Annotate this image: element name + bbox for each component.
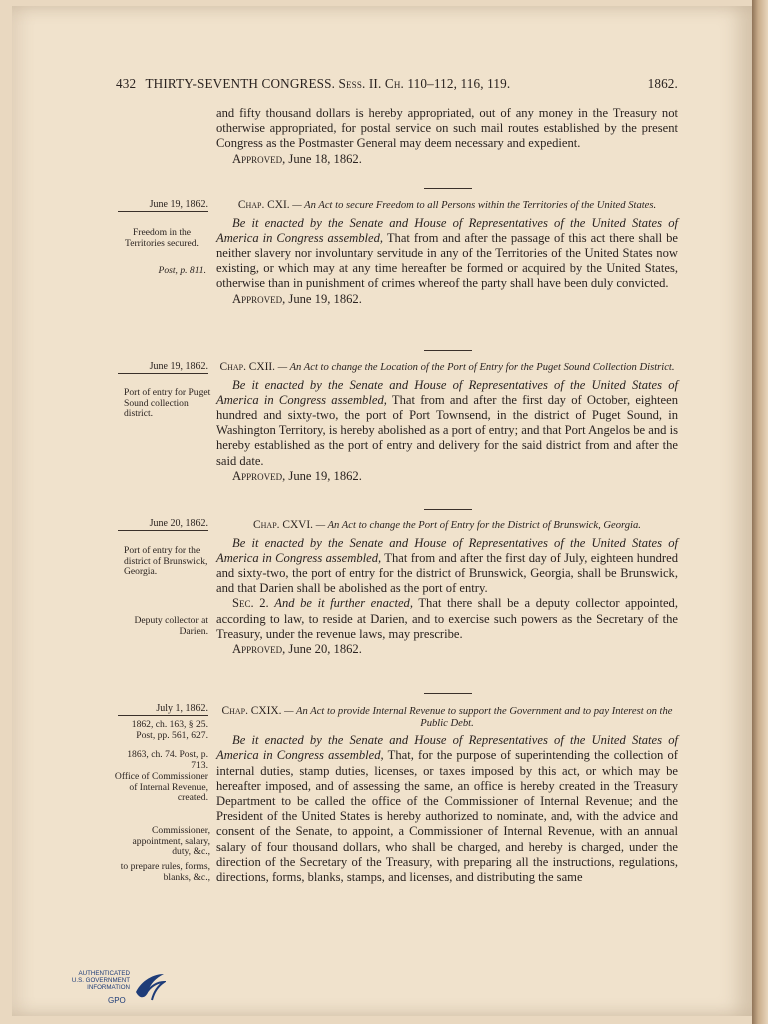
chapter-number: Chap. CXIX. [221, 705, 282, 717]
chapter-number: Chap. CXI. [237, 199, 290, 211]
act-approved [216, 292, 678, 307]
header-year: 1862. [647, 76, 678, 91]
chapter-number: Chap. CXVI. [253, 519, 314, 531]
act-title-text: — An Act to provide Internal Revenue to support the Government and to pay Interest on the Public Debt. [284, 706, 673, 729]
act-body [216, 536, 678, 597]
approved-date: June 20, 1862. [288, 642, 362, 657]
act-text: That from and after the first day of July, eighteen hundred and sixty-two, the port of entry for the district of Brunswick, Georgia, shall be Brunswick, and that Darien shall be abolished as the port of entry. [216, 550, 679, 596]
margin-date: June 19, 1862. [118, 199, 208, 212]
enacting-clause: Be it enacted by the Senate and House of Representatives of the United States of America in Congress assembled, [216, 377, 678, 407]
intro-text: and fifty thousand dollars is hereby appropriated, out of any money in the Treasury not otherwise appropriated, for postal service on such mail routes established by the present Congress as the Postmaster General may deem necessary and expedient. [216, 106, 678, 151]
book-page-edge [752, 0, 768, 1024]
page-number: 432 [116, 76, 137, 91]
act-approved [216, 642, 678, 657]
section-label: Sec. 2. [232, 596, 269, 611]
intro-paragraph-block [216, 106, 678, 167]
intro-approved [216, 152, 678, 167]
gpo-line: AUTHENTICATED [78, 970, 130, 977]
running-title: THIRTY-SEVENTH CONGRESS. [145, 76, 336, 91]
chapter-cxix [216, 706, 678, 885]
act-body [216, 216, 678, 292]
session-label: Sess. II. [338, 76, 382, 91]
margin-reference: Post, p. 811. [158, 265, 206, 276]
act-body [216, 733, 678, 885]
margin-note: Deputy collector at Darien. [134, 615, 208, 637]
margin-reference: 1862, ch. 163, § 25. Post, pp. 561, 627. [131, 719, 208, 741]
section-divider [424, 509, 472, 510]
act-body [216, 378, 678, 469]
act-title [216, 706, 678, 729]
margin-note: Commissioner, appointment, salary, duty, &c., [132, 825, 210, 857]
approved-label: Approved, [232, 468, 286, 483]
act-text: That from and after the passage of this act there shall be neither slavery nor involuntary servitude in any of the Territories of the United States now existing, or which may at any time hereafter be formed or acquired by the United States, otherwise than in punishment of crimes whereof the party shall have been duly convicted. [216, 230, 679, 291]
enacting-clause: Be it enacted by the Senate and House of Representatives of the United States of America in Congress assembled, [216, 215, 678, 245]
act-title [216, 520, 678, 532]
margin-note: Port of entry for Puget Sound collection district. [124, 387, 211, 419]
chapter-cxii [216, 362, 678, 484]
act-text: That from and after the first day of October, eighteen hundred and sixty-two, the port of Port Townsend, in the district of Puget Sound, in Washington Territory, is hereby abolished as a port of entry; and that Port Angelos be and is hereby established as the port of entry and delivery for the said district from and after the said date. [216, 392, 679, 468]
approved-date: June 18, 1862. [288, 151, 362, 166]
gpo-line: INFORMATION [87, 984, 130, 991]
margin-date: June 19, 1862. [118, 361, 208, 374]
enacting-clause: Be it enacted by the Senate and House of Representatives of the United States of America in Congress assembled, [216, 733, 678, 763]
enacting-clause: Be it enacted by the Senate and House of Representatives of the United States of America in Congress assembled, [216, 535, 678, 565]
section-two [216, 596, 678, 642]
section-enacting-clause: And be it further enacted, [274, 596, 413, 611]
margin-note: Port of entry for the district of Brunswick, Georgia. [124, 545, 208, 577]
act-title [216, 200, 678, 212]
margin-date: June 20, 1862. [118, 518, 208, 531]
act-title-text: — An Act to change the Port of Entry for the District of Brunswick, Georgia. [315, 520, 641, 531]
gpo-authentication-seal [58, 970, 168, 1014]
approved-date: June 19, 1862. [288, 291, 362, 306]
section-divider [424, 188, 472, 189]
margin-date: July 1, 1862. [118, 703, 208, 716]
margin-reference: 1863, ch. 74. Post, p. 713. [127, 749, 208, 771]
eagle-icon [132, 970, 166, 1004]
act-text: That, for the purpose of superintending the collection of internal duties, stamp duties, licenses, or taxes imposed by this act, or which may be hereafter imposed, and of assessing the same, an office is hereby created in the Treasury Department to be called the office of the Commissioner of Internal Revenue; and the President of the United States is hereby authorized to nominate, and, with the advice and consent of the Senate, to appoint, a Commissioner of Internal Revenue, with an annual salary of four thousand dollars, who shall be charged, and hereby is charged, under the direction of the Secretary of the Treasury, with preparing all the instructions, regulations, directions, forms, blanks, stamps, and licenses, and distributing the same [216, 748, 679, 885]
gpo-caption [58, 970, 130, 991]
margin-note: Office of Commissioner of Internal Revenue, created. [114, 771, 208, 803]
act-title-text: — An Act to change the Location of the Port of Entry for the Puget Sound Collection District. [277, 362, 675, 373]
gpo-line: U.S. GOVERNMENT [71, 977, 130, 984]
margin-note: to prepare rules, forms, blanks, &c., [120, 861, 210, 883]
act-title-text: — An Act to secure Freedom to all Persons within the Territories of the United States. [292, 200, 657, 211]
margin-note: Freedom in the Territories secured. [125, 227, 199, 249]
chapter-cxvi [216, 520, 678, 657]
approved-label: Approved, [232, 291, 286, 306]
running-header [116, 76, 678, 92]
section-divider [424, 350, 472, 351]
act-title [216, 362, 678, 374]
section-text: That there shall be a deputy collector appointed, according to law, to reside at Darien, and to exercise such powers as the Secretary of the Treasury, under the revenue laws, may prescribe. [216, 596, 678, 641]
chapter-range: Ch. 110–112, 116, 119. [384, 76, 511, 91]
approved-label: Approved, [232, 151, 286, 166]
section-divider [424, 693, 472, 694]
approved-label: Approved, [232, 642, 286, 657]
chapter-number: Chap. CXII. [219, 361, 276, 373]
approved-date: June 19, 1862. [288, 468, 362, 483]
gpo-label: GPO [108, 996, 126, 1005]
act-approved [216, 469, 678, 484]
chapter-cxi [216, 200, 678, 307]
